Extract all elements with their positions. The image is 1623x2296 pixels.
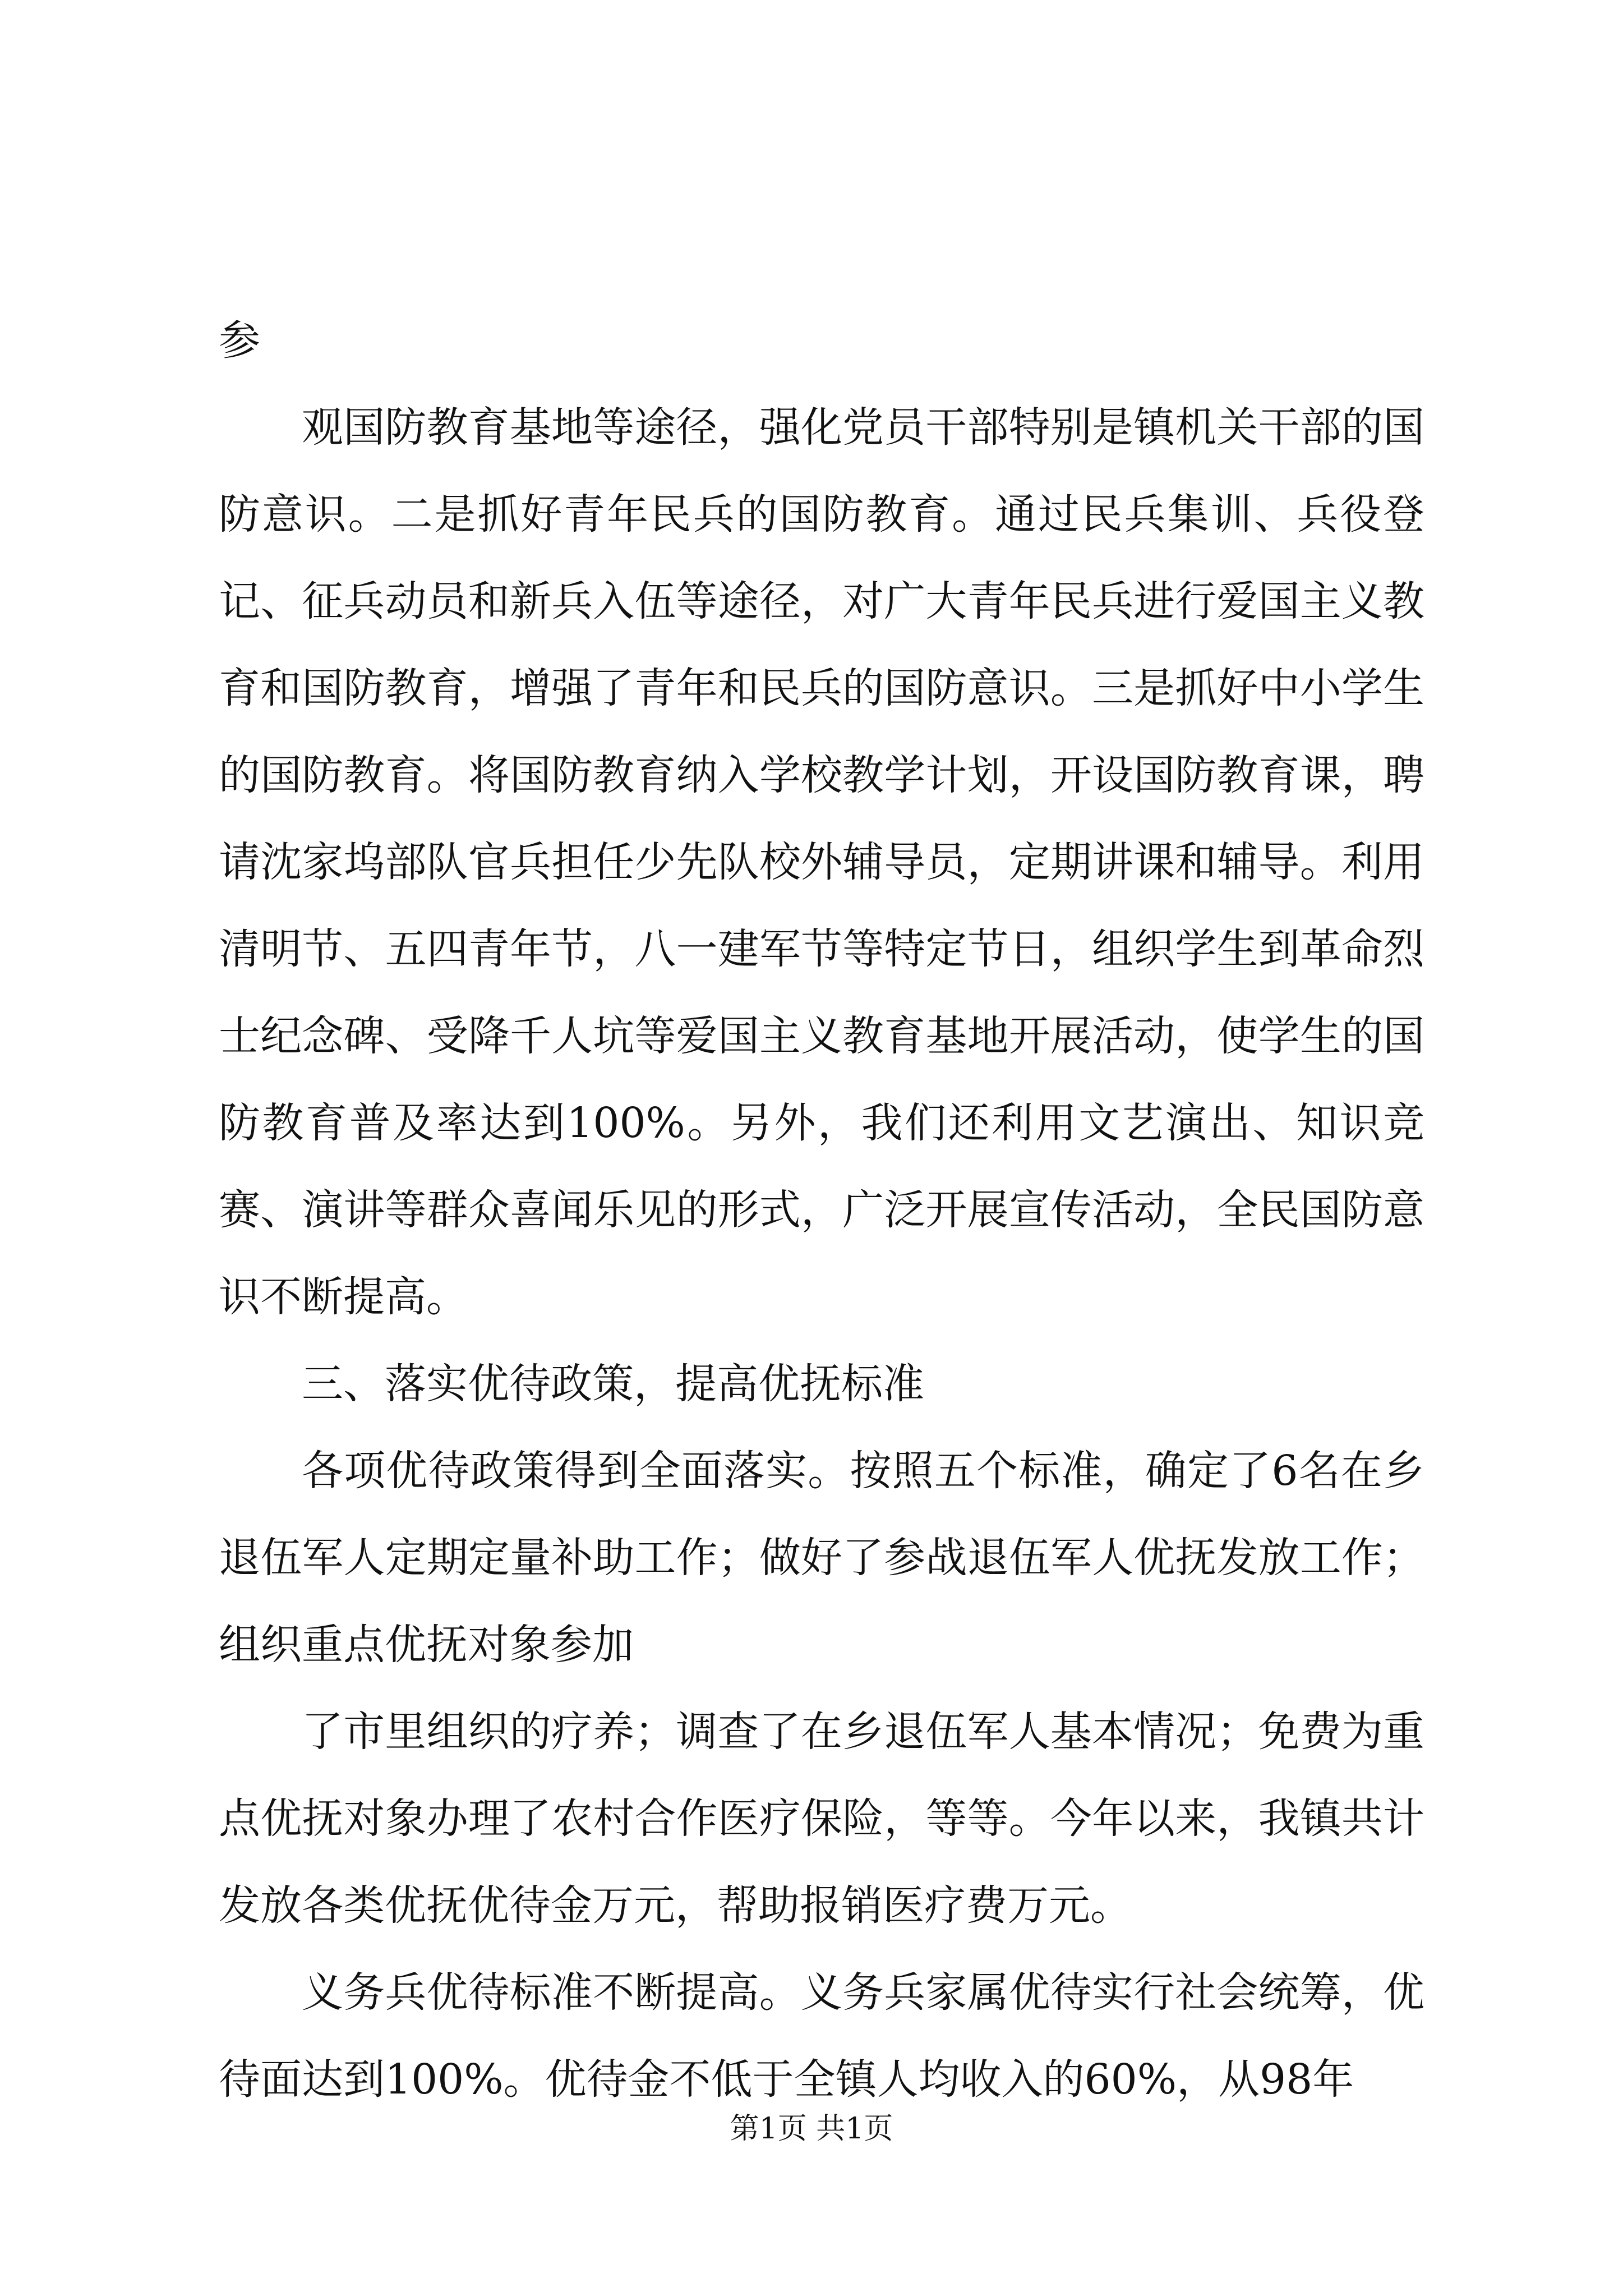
paragraph-5: 义务兵优待标准不断提高。义务兵家属优待实行社会统筹，优待面达到100%。优待金不低于全镇人均收入的60%，从98年 [219, 1968, 1424, 2104]
page-number-footer: 第1页 共1页 [730, 2112, 893, 2146]
paragraph-2: 观国防教育基地等途径，强化党员干部特别是镇机关干部的国防意识。二是抓好青年民兵的国防教育。通过民兵集训、兵役登记、征兵动员和新兵入伍等途径，对广大青年民兵进行爱国主义教育和国防教育，增强了青年和民兵的国防意识。三是抓好中小学生的国防教育。将国防教育纳入学校教学计划，开设国防教育课，聘请沈家坞部队官兵担任少先队校外辅导员，定期讲课和辅导。利用清明节、五四青年节，八一建军节等特定节日，组织学生到革命烈士纪念碑、受降千人坑等爱国主义教育基地开展活动，使学生的国防教育普及率达到100%。另外，我们还利用文艺演出、知识竞赛、演讲等群众喜闻乐见的形式，广泛开展宣传活动，全民国防意识不断提高。 [219, 403, 1424, 1321]
document-body [219, 297, 1424, 2123]
paragraph-4: 了市里组织的疗养；调查了在乡退伍军人基本情况；免费为重点优抚对象办理了农村合作医疗保险，等等。今年以来，我镇共计发放各类优抚优待金万元，帮助报销医疗费万元。 [219, 1708, 1424, 1930]
paragraph-1: 参 [219, 316, 260, 365]
paragraph-3: 各项优待政策得到全面落实。按照五个标准，确定了6名在乡退伍军人定期定量补助工作；做好了参战退伍军人优抚发放工作；组织重点优抚对象参加 [219, 1447, 1424, 1669]
section-heading: 三、落实优待政策，提高优抚标准 [302, 1360, 924, 1408]
